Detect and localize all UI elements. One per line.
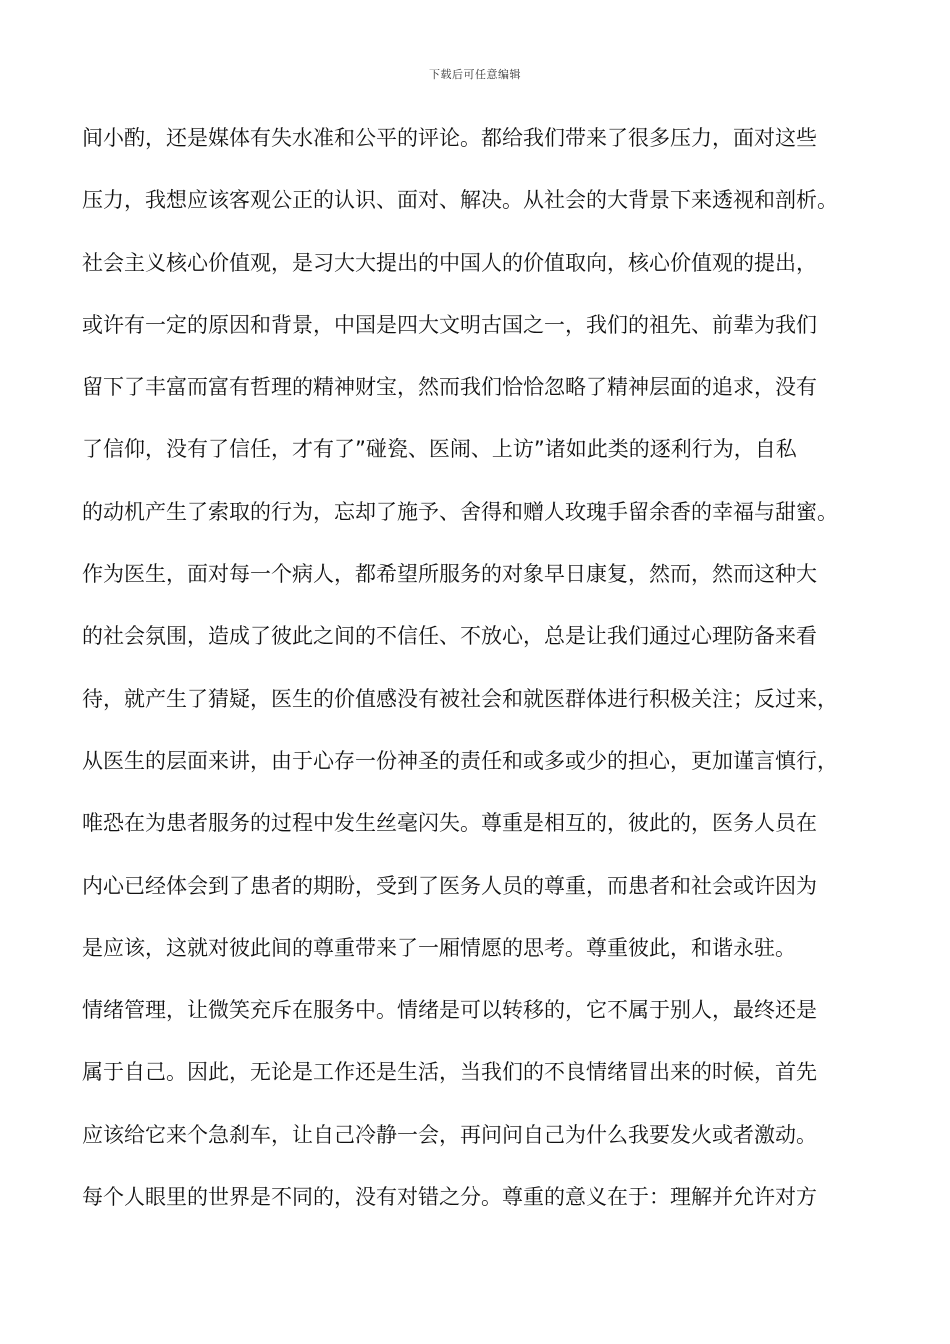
text-line: 间小酌，还是媒体有失水准和公平的评论。都给我们带来了很多压力，面对这些 [82, 126, 817, 150]
text-line: 留下了丰富而富有哲理的精神财宝，然而我们恰恰忽略了精神层面的追求，没有 [82, 375, 817, 400]
text-line: 应该给它来个急刹车，让自己冷静一会，再问问自己为什么我要发火或者激动。 [82, 1122, 817, 1147]
text-line: 的动机产生了索取的行为，忘却了施予、舍得和赠人玫瑰手留余香的幸福与甜蜜。 [82, 499, 838, 524]
text-line: 作为医生，面对每一个病人，都希望所服务的对象早日康复，然而，然而这种大 [82, 562, 817, 587]
text-line: 压力，我想应该客观公正的认识、面对、解决。从社会的大背景下来透视和剖析。 [82, 188, 838, 213]
text-line: 从医生的层面来讲，由于心存一份神圣的责任和或多或少的担心，更加谨言慎行， [82, 748, 838, 773]
text-line: 每个人眼里的世界是不同的，没有对错之分。尊重的意义在于：理解并允许对方 [82, 1185, 817, 1210]
text-line: 唯恐在为患者服务的过程中发生丝毫闪失。尊重是相互的，彼此的，医务人员在 [82, 811, 817, 836]
text-line: 情绪管理，让微笑充斥在服务中。情绪是可以转移的，它不属于别人，最终还是 [82, 998, 817, 1023]
text-line: 了信仰，没有了信任，才有了”碰瓷、医闹、上访”诸如此类的逐利行为，自私 [82, 437, 797, 462]
text-line: 或许有一定的原因和背景，中国是四大文明古国之一，我们的祖先、前辈为我们 [82, 312, 817, 337]
text-line: 是应该，这就对彼此间的尊重带来了一厢情愿的思考。尊重彼此，和谐永驻。 [82, 935, 796, 960]
page-header: 下载后可任意编辑 [429, 68, 521, 81]
text-line: 的社会氛围，造成了彼此之间的不信任、不放心，总是让我们通过心理防备来看 [82, 624, 817, 649]
text-line: 属于自己。因此，无论是工作还是生活，当我们的不良情绪冒出来的时候，首先 [82, 1060, 817, 1085]
text-line: 社会主义核心价值观，是习大大提出的中国人的价值取向，核心价值观的提出， [82, 250, 817, 275]
body-text [82, 118, 882, 1239]
text-line: 待，就产生了猜疑，医生的价值感没有被社会和就医群体进行积极关注；反过来， [82, 686, 838, 711]
text-line: 内心已经体会到了患者的期盼，受到了医务人员的尊重，而患者和社会或许因为 [82, 873, 817, 898]
